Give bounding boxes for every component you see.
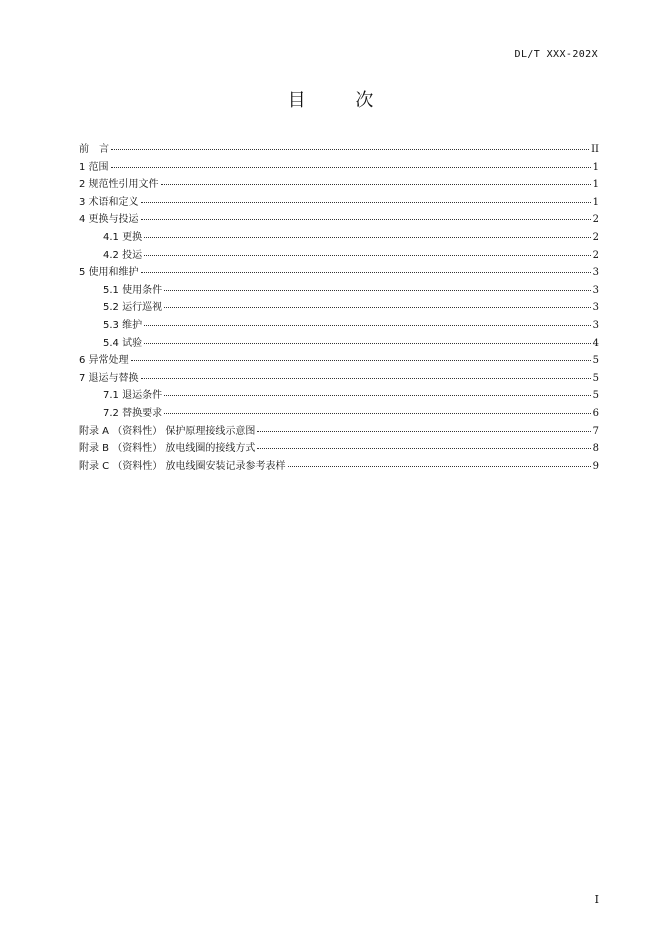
toc-entry[interactable] xyxy=(79,229,599,247)
toc-entry-page: 3 xyxy=(592,302,599,314)
table-of-contents xyxy=(79,141,599,475)
toc-entry-page: 4 xyxy=(592,337,599,349)
toc-entry-label: 5.1 使用条件 xyxy=(103,284,163,296)
toc-entry[interactable] xyxy=(79,317,599,335)
toc-entry[interactable] xyxy=(79,247,599,265)
toc-leader-dots xyxy=(288,466,591,467)
toc-entry-label: 5 使用和维护 xyxy=(79,267,139,279)
toc-leader-dots xyxy=(141,202,591,203)
toc-entry-page: 2 xyxy=(592,214,599,226)
toc-leader-dots xyxy=(164,290,591,291)
toc-leader-dots xyxy=(164,413,591,414)
toc-leader-dots xyxy=(257,448,590,449)
toc-leader-dots xyxy=(164,395,591,396)
toc-entry[interactable] xyxy=(79,282,599,300)
toc-entry-page: 6 xyxy=(592,407,599,419)
toc-entry-label: 2 规范性引用文件 xyxy=(79,179,159,191)
toc-entry[interactable] xyxy=(79,141,599,159)
toc-entry-page: 2 xyxy=(592,249,599,261)
toc-entry-page: 3 xyxy=(592,267,599,279)
toc-entry-page: 5 xyxy=(592,355,599,367)
toc-entry-label: 5.3 维护 xyxy=(103,319,143,331)
toc-entry[interactable] xyxy=(79,211,599,229)
toc-entry-label: 附录 B （资料性） 放电线圈的接线方式 xyxy=(79,443,256,455)
toc-leader-dots xyxy=(111,167,591,168)
toc-entry-label: 附录 A （资料性） 保护原理接线示意图 xyxy=(79,425,256,437)
toc-entry[interactable] xyxy=(79,264,599,282)
toc-leader-dots xyxy=(131,360,591,361)
toc-entry[interactable] xyxy=(79,458,599,476)
toc-entry-label: 前 言 xyxy=(79,144,109,155)
toc-leader-dots xyxy=(141,219,591,220)
toc-entry-page: 5 xyxy=(592,372,599,384)
toc-entry-label: 7.2 替换要求 xyxy=(103,407,163,419)
toc-entry-page: II xyxy=(591,144,599,155)
toc-entry[interactable] xyxy=(79,405,599,423)
toc-entry-page: 7 xyxy=(592,425,599,437)
toc-entry-label: 7 退运与替换 xyxy=(79,372,139,384)
toc-entry-label: 4.1 更换 xyxy=(103,231,143,243)
toc-entry-page: 9 xyxy=(592,460,599,472)
toc-entry[interactable] xyxy=(79,335,599,353)
toc-entry[interactable] xyxy=(79,176,599,194)
toc-entry[interactable] xyxy=(79,423,599,441)
toc-entry[interactable] xyxy=(79,370,599,388)
toc-entry-page: 8 xyxy=(592,443,599,455)
toc-entry-label: 7.1 退运条件 xyxy=(103,390,163,402)
toc-leader-dots xyxy=(144,343,591,344)
toc-leader-dots xyxy=(144,255,591,256)
toc-entry-page: 1 xyxy=(592,161,599,173)
toc-leader-dots xyxy=(257,431,590,432)
toc-entry-page: 1 xyxy=(592,196,599,208)
toc-entry-label: 5.2 运行巡视 xyxy=(103,302,163,314)
toc-entry-label: 5.4 试验 xyxy=(103,337,143,349)
toc-leader-dots xyxy=(141,272,591,273)
toc-leader-dots xyxy=(144,325,591,326)
toc-leader-dots xyxy=(164,307,591,308)
toc-entry-page: 2 xyxy=(592,231,599,243)
toc-entry[interactable] xyxy=(79,440,599,458)
toc-entry[interactable] xyxy=(79,352,599,370)
toc-entry-label: 3 术语和定义 xyxy=(79,196,139,208)
toc-entry-label: 1 范围 xyxy=(79,161,109,173)
toc-entry-page: 3 xyxy=(592,284,599,296)
toc-entry-page: 5 xyxy=(592,390,599,402)
toc-entry[interactable] xyxy=(79,159,599,177)
document-code: DL/T XXX-202X xyxy=(514,49,598,60)
page-title: 目 次 xyxy=(287,90,396,111)
toc-entry-label: 4.2 投运 xyxy=(103,249,143,261)
toc-leader-dots xyxy=(111,149,589,150)
toc-leader-dots xyxy=(141,378,591,379)
toc-entry-page: 3 xyxy=(592,319,599,331)
page-number: I xyxy=(594,893,599,906)
toc-leader-dots xyxy=(144,237,591,238)
toc-entry[interactable] xyxy=(79,299,599,317)
toc-entry-label: 4 更换与投运 xyxy=(79,214,139,226)
toc-leader-dots xyxy=(161,184,591,185)
toc-entry[interactable] xyxy=(79,387,599,405)
toc-entry-label: 附录 C （资料性） 放电线圈安装记录参考表样 xyxy=(79,460,286,472)
toc-entry-page: 1 xyxy=(592,179,599,191)
toc-entry-label: 6 异常处理 xyxy=(79,355,129,367)
toc-entry[interactable] xyxy=(79,194,599,212)
